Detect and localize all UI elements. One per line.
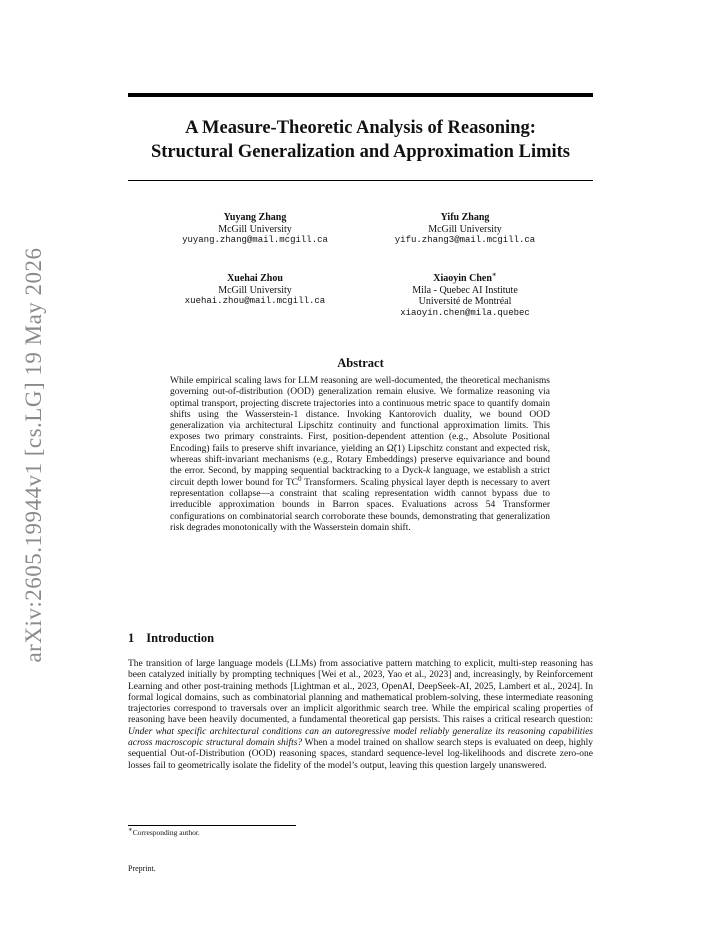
title-line-2: Structural Generalization and Approximation Limits: [150, 142, 570, 162]
footnote: [128, 825, 200, 837]
section-title: Introduction: [146, 631, 215, 645]
intro-text-part: When a model trained on shallow search steps is evaluated on deep, highly sequential Out-of-Distribution (OOD) reasoning spaces, standard sequence-level log-likelihoods and discrete zero-one losses fail to geometrically isolate the fidelity of the model’s output, leaving this question largely unanswered.: [128, 738, 594, 771]
title-bottom-rule: [128, 180, 593, 181]
research-question: Under what specific architectural conditions can an autoregressive model reliably generalize its reasoning capabilities across macroscopic structural domain shifts?: [128, 726, 593, 749]
title-line-1: A Measure-Theoretic Analysis of Reasoning:: [185, 118, 536, 138]
author-block: [150, 273, 360, 308]
section-heading: [128, 631, 593, 646]
author-affiliation: McGill University: [428, 223, 502, 235]
preprint-label: Preprint.: [128, 864, 156, 873]
abstract-tc-superscript: 0: [298, 474, 302, 483]
abstract-text-part: Lipschitz constant and expected risk, whereas shift-invariant mechanisms (e.g., Rotary Embeddings) preserve equivariance and bound the error. Second, by mapping sequential backtracking to a Dyck-: [170, 443, 551, 477]
author-block: [360, 212, 570, 247]
abstract-text-part: While empirical scaling laws for LLM reasoning are well-documented, the theoretical mechanisms governing out-of-distribution (OOD) generalization remain elusive. We formalize reasoning via optimal transport, projecting discrete trajectories into a continuous metric space to quantify domain shifts using the Wasserstein-1 distance. Invoking Kantorovich duality, we bound OOD generalization via architectural Lipschitz continuity and functional approximation limits. This exposes two primary constraints. First, position-dependent attention (e.g., Absolute Positional Encoding) fails to preserve shift invariance, yielding an: [170, 376, 550, 454]
abstract-text-part: language, we establish a strict circuit depth lower bound for TC: [170, 466, 551, 488]
author-block: [150, 212, 360, 247]
author-name: Yuyang Zhang: [223, 212, 287, 223]
introduction-paragraph: [128, 659, 593, 772]
arxiv-identifier-text: arXiv:2605.19944v1 [cs.LG] 19 May 2026: [21, 247, 46, 663]
author-email[interactable]: yifu.zhang3@mail.mcgill.ca: [394, 235, 536, 245]
title-top-rule: [128, 93, 593, 97]
author-email[interactable]: xuehai.zhou@mail.mcgill.ca: [184, 296, 326, 306]
abstract-math-k: k: [426, 466, 431, 477]
footnote-text: Corresponding author.: [132, 828, 200, 837]
arxiv-identifier-stamp: [14, 247, 54, 663]
author-name-line: [360, 270, 570, 285]
author-block: [360, 270, 570, 319]
author-affiliation: McGill University: [218, 223, 292, 235]
author-name: Yifu Zhang: [440, 212, 490, 223]
author-affiliation: Mila - Quebec AI Institute: [412, 284, 518, 296]
footnote-mark: ∗: [128, 825, 133, 834]
abstract-body: [170, 376, 550, 534]
abstract-heading: Abstract: [337, 356, 384, 370]
author-name: Xiaoyin Chen: [433, 273, 492, 284]
author-name: Xuehai Zhou: [227, 273, 283, 284]
corresponding-author-mark: ∗: [491, 270, 497, 279]
footnote-rule: [128, 825, 296, 826]
paper-title: [120, 116, 601, 164]
abstract-math-omega: Ω̃(1): [386, 443, 405, 454]
intro-text-part: The transition of large language models (LLMs) from associative pattern matching to explicit, multi-step reasoning has been catalyzed initially by prompting techniques [Wei et al., 2023, Yao et al., 2023] and, increasingly, by Reinforcement Learning and other post-training methods [Lightman et al., 2023, OpenAI, DeepSeek-AI, 2025, Lambert et al., 2024]. In formal logical domains, such as combinatorial planning and mathematical problem-solving, these intermediate reasoning trajectories correspond to traversals over an implicit algorithmic search tree. While the empirical scaling properties of reasoning have been heavily documented, a fundamental theoretical gap persists. This raises a critical research question:: [128, 659, 593, 726]
author-affiliation: McGill University: [218, 284, 292, 296]
author-email[interactable]: xiaoyin.chen@mila.quebec: [400, 307, 530, 318]
author-email[interactable]: yuyang.zhang@mail.mcgill.ca: [182, 235, 328, 245]
abstract-text-part: Transformers. Scaling physical layer depth is necessary to avert representation collapse—a constraint that scaling representation width cannot bypass due to irreducible approximation bounds in Barron spaces. Evaluations across 54 Transformer configurations on combinatorial search corroborate these bounds, demonstrating that generalization risk degrades monotonically with the Wasserstein domain shift.: [170, 477, 550, 533]
author-affiliation-secondary: Université de Montréal: [418, 296, 512, 307]
section-number: 1: [128, 631, 135, 645]
